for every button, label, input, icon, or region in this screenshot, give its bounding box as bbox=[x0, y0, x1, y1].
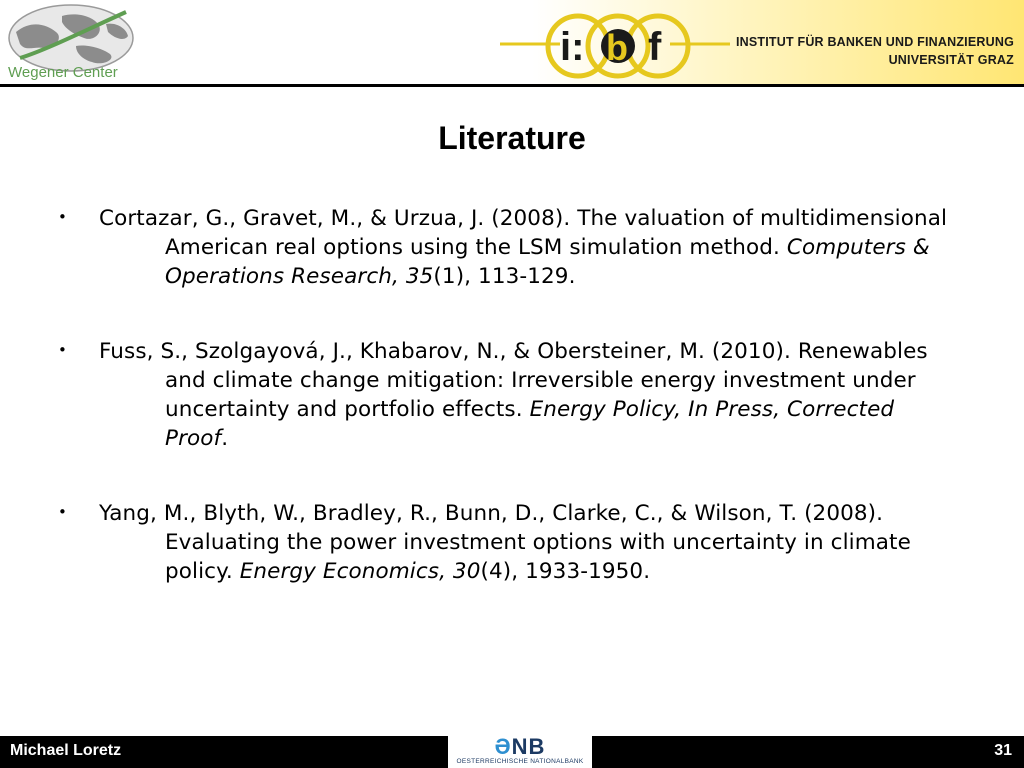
ibf-logo bbox=[500, 6, 730, 82]
onb-logo-letters: NB bbox=[511, 734, 546, 759]
header-divider bbox=[0, 84, 1024, 87]
reference-item bbox=[58, 204, 958, 291]
wegener-center-label: Wegener Center bbox=[8, 64, 118, 81]
onb-caption: OESTERREICHISCHE NATIONALBANK bbox=[456, 758, 584, 765]
reference-journal: Energy Policy, In Press, Corrected Proof bbox=[165, 397, 895, 451]
bullet-icon: • bbox=[58, 208, 67, 226]
institute-line-1: INSTITUT FÜR BANKEN UND FINANZIERUNG bbox=[735, 35, 1014, 49]
reference-item bbox=[58, 337, 958, 453]
bullet-icon: • bbox=[58, 503, 67, 521]
author-name: Michael Loretz bbox=[10, 742, 122, 759]
slide-title: Literature bbox=[438, 120, 586, 156]
reference-journal: Computers & Operations Research, 35 bbox=[165, 235, 930, 289]
reference-text bbox=[99, 337, 958, 453]
institute-line-2: UNIVERSITÄT GRAZ bbox=[888, 53, 1014, 67]
reference-list bbox=[58, 204, 958, 632]
reference-journal: Energy Economics, 30 bbox=[239, 559, 481, 584]
reference-plain: Fuss, S., Szolgayová, J., Khabarov, N., & Obersteiner, M. (2010). Renewables and climate change mitigation: Irreversible energy investment under uncertainty and portfolio effects. bbox=[99, 339, 928, 422]
ibf-letter-f: f bbox=[648, 25, 662, 69]
bullet-icon: • bbox=[58, 341, 67, 359]
ibf-letter-i: i: bbox=[560, 25, 585, 69]
reference-text bbox=[99, 499, 958, 586]
reference-tail: (1), 113-129. bbox=[433, 264, 576, 289]
onb-logo bbox=[448, 736, 592, 768]
reference-plain: Cortazar, G., Gravet, M., & Urzua, J. (2008). The valuation of multidimensional American real options using the LSM simulation method. bbox=[99, 206, 948, 260]
reference-text bbox=[99, 204, 958, 291]
onb-logo-e: Ə bbox=[494, 734, 512, 759]
onb-logo-mark bbox=[448, 736, 592, 758]
slide-footer bbox=[0, 736, 1024, 768]
reference-plain: Yang, M., Blyth, W., Bradley, R., Bunn, D., Clarke, C., & Wilson, T. (2008). Evaluating the power investment options with uncertainty in climate policy. bbox=[99, 501, 911, 584]
slide-header bbox=[0, 0, 1024, 86]
page-number: 31 bbox=[994, 742, 1012, 759]
ibf-letter-b: b bbox=[606, 27, 628, 68]
reference-tail: (4), 1933-1950. bbox=[480, 559, 651, 584]
institute-name bbox=[736, 33, 1014, 69]
reference-tail: . bbox=[221, 426, 229, 451]
reference-item bbox=[58, 499, 958, 586]
